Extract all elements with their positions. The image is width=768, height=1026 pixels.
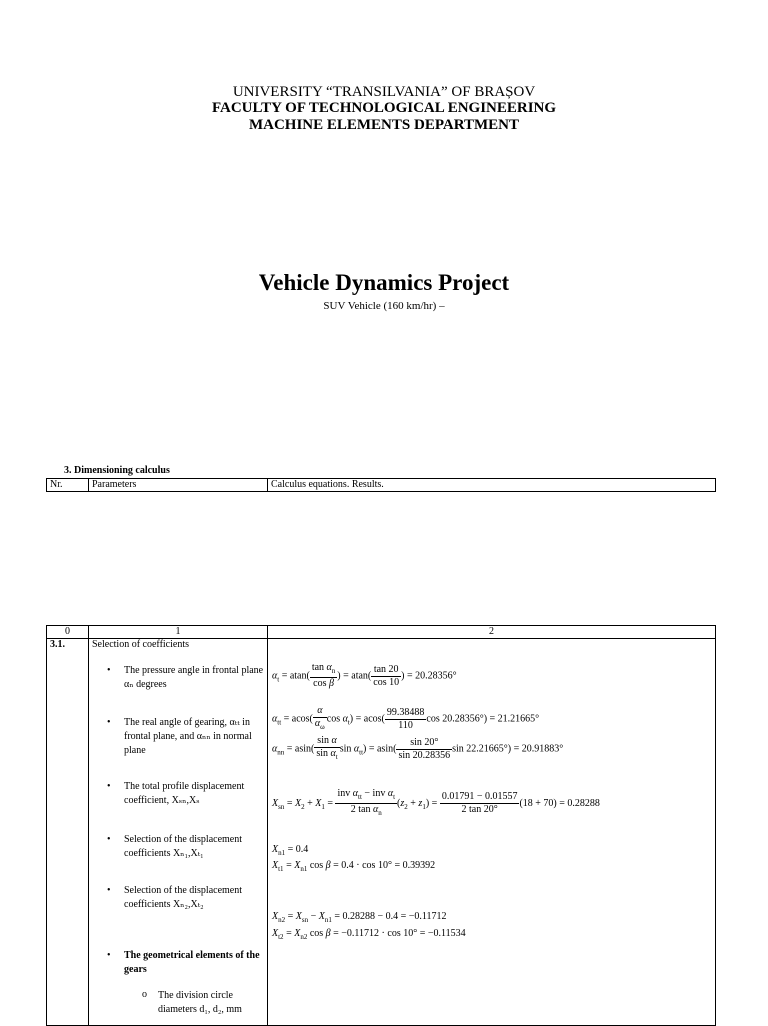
bullet-icon: • [107, 781, 111, 792]
formula-alpha-t: $\alpha_t = atan$( $\frac{\tan \alpha_n}{\text{cos β}}$ ) = atan( $\frac{\tan 20}{\cos 10}$ ) = 20.28356° [272, 662, 457, 689]
col-number-2: 2 [268, 626, 716, 639]
bullet-icon: • [107, 950, 111, 961]
page-subtitle: SUV Vehicle (160 km/hr) – [323, 300, 445, 312]
formula-x-n1: $X_{n1} = 0.4$ [272, 844, 309, 857]
header-table [46, 478, 716, 492]
column-number-row [47, 626, 716, 639]
col-number-1: 1 [89, 626, 268, 639]
page-title: Vehicle Dynamics Project [258, 270, 510, 295]
row-number: 3.1. [47, 639, 89, 1026]
item-geometrical-elements: The geometrical elements of the gears [124, 950, 260, 975]
col-number-0: 0 [47, 626, 89, 639]
item-pressure-angle: The pressure angle in frontal plane αₙ degrees [124, 665, 264, 690]
department-name: MACHINE ELEMENTS DEPARTMENT [248, 117, 520, 133]
col-nr-header: Nr. [47, 479, 89, 492]
bullet-icon: • [107, 665, 111, 676]
item-division-diameters: The division circle diameters d₁, d₂, mm [158, 990, 242, 1015]
item-real-angle: The real angle of gearing, αₜₜ in frontal plane, and αₙₙ in normal plane [124, 717, 252, 756]
circle-bullet-icon: o [142, 989, 147, 1000]
table-header-row [47, 479, 716, 492]
row-equations-cell [268, 639, 716, 1026]
row-title: Selection of coefficients [89, 639, 268, 1026]
item-displacement-1: Selection of the displacement coefficients Xₙ₁,Xₜ₁ [124, 834, 243, 859]
formula-x-t2: $X_{t2} = X_{n2}$ cos β = −0.11712 · cos 10° = −0.11534 [272, 928, 466, 941]
formula-x-t1: $X_{t1} = X_{n1}$ cos β = 0.4 · cos 10° = 0.39392 [272, 860, 436, 873]
formula-x-n2: $X_{n2} = X_{sn} - X_{n1} = 0.28288 - 0.4 = -0.11712$ [272, 911, 447, 924]
col-params-header: Parameters [89, 479, 268, 492]
formula-alpha-tt: $\alpha_{tt} = acos$( $\frac{\alpha}{\alpha_\omega}$ $\cos \alpha_t) = acos$( $\frac{99.38488}{110}$ cos 20.28356°) = 21.21665° [272, 705, 540, 731]
item-displacement-2: Selection of the displacement coefficients Xₙ₂,Xₜ₂ [124, 885, 243, 910]
item-total-displacement: The total profile displacement coefficient, Xₛₙ,Xₛ [124, 781, 245, 806]
section-heading: 3. Dimensioning calculus [64, 465, 170, 476]
col-calc-header: Calculus equations. Results. [268, 479, 716, 492]
formula-alpha-nn: $\alpha_{nn} = asin$( $\frac{\text{sin α}}{\sin \alpha_t}$ $\sin \alpha_{tt}) = asin$( $\frac{\sin 20^\circ}{\sin 20.28356}$ sin 22.21665°) = 20.91883° [272, 735, 564, 761]
bullet-icon: • [107, 885, 111, 896]
faculty-name: FACULTY OF TECHNOLOGICAL ENGINEERING [211, 100, 557, 116]
formula-x-sn: $X_{sn} = X_2 + X_1$ = $\frac{inv \alpha_{tt} - inv \alpha_t}{2 \tan \alpha_n}$ $(z_2 + z_1)$ = $\frac{0.01791 - 0.01557}{2 \tan 20^\circ}$ (18 + 70) = 0.28288 [272, 788, 600, 817]
bullet-icon: • [107, 717, 111, 728]
bullet-icon: • [107, 834, 111, 845]
university-name: UNIVERSITY “TRANSILVANIA” OF BRAȘOV [232, 84, 536, 100]
